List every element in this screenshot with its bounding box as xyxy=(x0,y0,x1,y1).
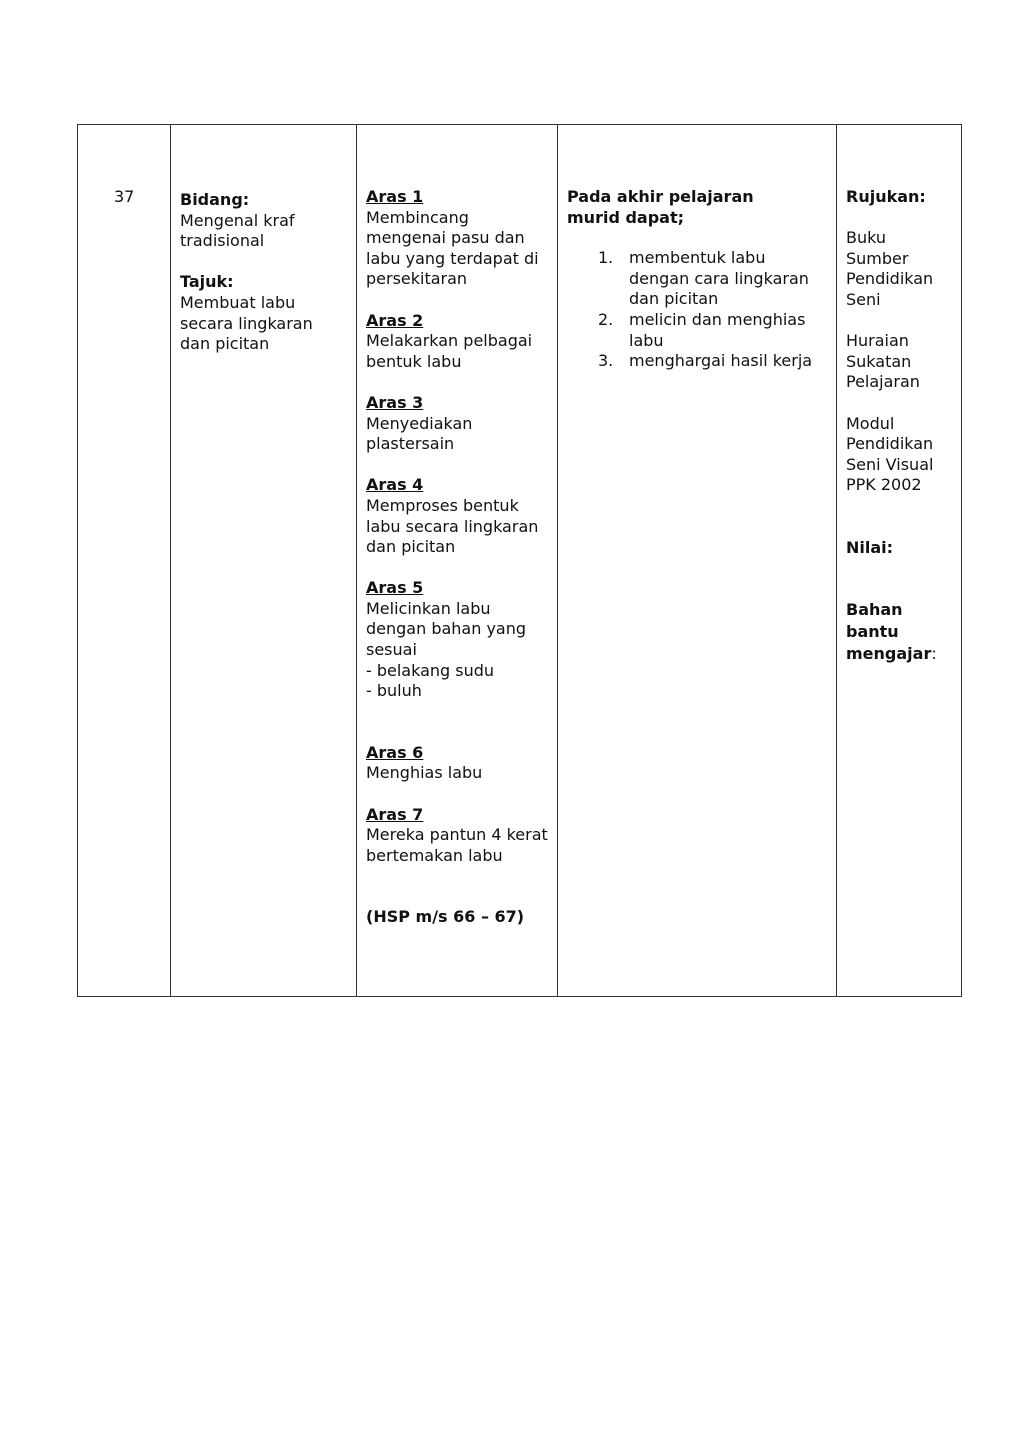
objectives-intro: Pada akhir pelajaran murid dapat; xyxy=(567,187,754,227)
tajuk-text: Membuat labu secara lingkaran dan picitan xyxy=(180,292,313,354)
hsp-reference: (HSP m/s 66 – 67) xyxy=(366,907,525,927)
objectives-cell xyxy=(558,125,837,997)
aras-7-text: Mereka pantun 4 kerat bertemakan labu xyxy=(366,825,548,865)
aras-5-subitem: - belakang sudu xyxy=(366,660,495,680)
reference-item: Modul Pendidikan Seni Visual PPK 2002 xyxy=(846,413,934,495)
list-item-number: 1. xyxy=(598,248,614,268)
aras-2-text: Melakarkan pelbagai bentuk labu xyxy=(366,331,533,371)
bidang-text: Mengenal kraf tradisional xyxy=(180,210,295,251)
aras-3-label: Aras 3 xyxy=(366,392,424,412)
table-row xyxy=(78,125,962,997)
topic-cell xyxy=(171,125,357,997)
list-item-text: melicin dan menghias labu xyxy=(629,309,806,350)
aras-4-text: Memproses bentuk labu secara lingkaran dan picitan xyxy=(366,495,539,557)
rujukan-label: Rujukan: xyxy=(846,187,926,206)
nilai-label: Nilai: xyxy=(846,537,894,557)
list-item-text: membentuk labu dengan cara lingkaran dan picitan xyxy=(629,248,809,309)
week-cell xyxy=(78,125,171,997)
lesson-plan-table xyxy=(77,124,962,997)
notes-cell xyxy=(837,125,962,997)
reference-item: Huraian Sukatan Pelajaran xyxy=(846,331,920,392)
list-item xyxy=(567,310,828,351)
aras-5-subitem: - buluh xyxy=(366,681,422,701)
list-item xyxy=(567,248,828,310)
levels-cell xyxy=(357,125,558,997)
aras-6-text: Menghias labu xyxy=(366,763,483,783)
week-number: 37 xyxy=(114,187,135,206)
bahan-label: Bahan bantu mengajar xyxy=(846,600,932,664)
bidang-label: Bidang: xyxy=(180,190,250,209)
list-item xyxy=(567,351,828,372)
reference-item: Buku Sumber Pendidikan Seni xyxy=(846,228,934,309)
aras-5-text: Melicinkan labu dengan bahan yang sesuai xyxy=(366,598,527,660)
aras-7-label: Aras 7 xyxy=(366,804,424,824)
list-item-number: 2. xyxy=(598,309,614,329)
aras-6-label: Aras 6 xyxy=(366,742,424,762)
aras-5-label: Aras 5 xyxy=(366,578,424,598)
objectives-list xyxy=(567,248,828,372)
tajuk-label: Tajuk: xyxy=(180,272,234,292)
bahan-colon: : xyxy=(931,644,937,664)
aras-4-label: Aras 4 xyxy=(366,475,424,495)
aras-2-label: Aras 2 xyxy=(366,310,424,330)
list-item-number: 3. xyxy=(598,351,614,371)
aras-1-text: Membincang mengenai pasu dan labu yang terdapat di persekitaran xyxy=(366,207,539,289)
list-item-text: menghargai hasil kerja xyxy=(629,351,813,371)
aras-1-label: Aras 1 xyxy=(366,187,424,206)
aras-3-text: Menyediakan plastersain xyxy=(366,413,473,454)
